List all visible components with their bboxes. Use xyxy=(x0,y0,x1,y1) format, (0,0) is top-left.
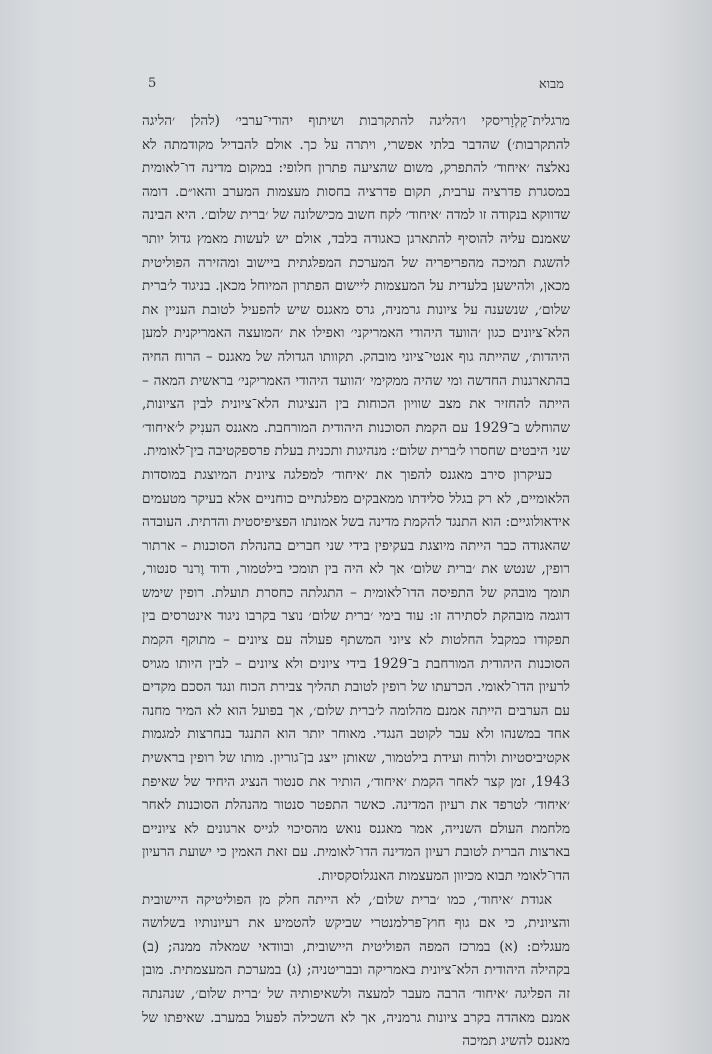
paragraph: כעיקרון סירב מאגנס להפוך את ׳איחוד׳ למפלגה ציונית המיוצגת במוסדות הלאומיים, לא רק בגלל סלידתו ממאבקים מפלגתיים כוחניים אלא בעיקר מטעמים אידאולוגיים: הוא התנגד להקמת מדינה בשל אמונתו הפציפיסטית והדתית. העובדה שהאגודה כבר הייתה מיוצגת בעקיפין בידי שני חברים בהנהלת הסוכנות – ארתור רופין, שנטש את ׳ברית שלום׳ אך לא היה בין תומכי בילטמור, ודוד וֶרנר סנטור, תומך מובהק של התפיסה הדו־לאומית – התגלתה כחסרת תועלת. רופין שימש דוגמה מובהקת לסתירה זו: עוד בימי ׳ברית שלום׳ נוצר בקרבו ניגוד אינטרסים בין תפקודו כמקבל החלטות לא ציוני המשתף פעולה עם ציונים – מתוקף הקמת הסוכנות היהודית המורחבת ב־1929 בידי ציונים ולא ציונים – לבין היותו מגויס לרעיון הדו־לאומי. הכרעתו של רופין לטובת תהליך צבירת הכוח ונגד הסכם מקדים עם הערבים הייתה אמנם מהלומה ל׳ברית שלום׳, אך בפועל הוא לא המיר מחנה אחד במשנהו ולא עבר לקוטב הנגדי. מאוחר יותר הוא התנגד בנחרצות למגמות אקטיביסטיות ולרוח ועידת בילטמור, שאותן ייצג בן־גוריון. מותו של רופין בראשית 1943, זמן קצר לאחר הקמת ׳איחוד׳, הותיר את סנטור הנציג היחיד של שאיפת ׳איחוד׳ לטרפד את רעיון המדינה. כאשר התפטר סנטור מהנהלת הסוכנות לאחר מלחמת העולם השנייה, אמר מאגנס נואש מהסיכוי לגייס ארגונים לא ציוניים בארצות הברית לטובת רעיון המדינה הדו־לאומית. עם זאת האמין כי ישועת הרעיון הדו־לאומי תבוא מכיוון המעצמות האנגלוסקסיות. xyxy=(142,466,571,884)
page-number: 5 xyxy=(148,76,157,91)
paragraph: אגודת ׳איחוד׳, כמו ׳ברית שלום׳, לא הייתה חלק מן הפוליטיקה היישובית והציונית, כי אם גוף חוץ־פרלמנטרי שביקש להטמיע את רעיונותיו בשלושה מעגלים: (א) במרכז המפה הפוליטית היישובית, ובוודאי שמאלה ממנה; (ב) בקהילה היהודית הלא־ציונית באמריקה ובבריטניה; (ג) במערכת המעצמתית. מובן זה הפליגה ׳איחוד׳ הרבה מעבר למעצה ולשאיפותיה של ׳ברית שלום׳, שנהנתה אמנם מאהדה בקרב ציונות גרמניה, אך לא השכילה לפעול במערב. שאיפתו של מאגנס להשיג תמיכה xyxy=(142,891,570,1050)
paragraph: מרגלית־קָלְוָריסקי ו׳הליגה להתקרבות ושיתוף יהודי־ערבי׳ (להלן ׳הליגה להתקרבות׳) שהדבר בלתי אפשרי, ויתרה על כך. אולם להבדיל מקודמתה לא נאלצה ׳איחוד׳ להתפרק, משום שהציעה פתרון חלופי: במקום מדינה דו־לאומית במסגרת פדרציה ערבית, תקום פדרציה בחסות מעצמות המערב והאו״ם. דומה שדווקא בנקודה זו למדה ׳איחוד׳ לקח חשוב מכישלונה של ׳ברית שלום׳. היא הבינה שאמנם עליה להוסיף להתארגן כאגודה בלבד, אולם יש לעשות מאמץ גדול יותר להשגת תמיכה מהפריפריה של המערכת המפלגתית ביישוב ומהזירה הפוליטית מכאן, ולהישען בלעדית על המעצמות ליישום הפתרון המיוחל מכאן. בניגוד ל׳ברית שלום׳, שנשענה על ציונות גרמניה, גרס מאגנס שיש להפעיל לטובת העניין את הלא־ציונים כגון ׳הוועד היהודי האמריקני׳ ואפילו את ׳המועצה האמריקנית למען היהדות׳, שהייתה גוף אנטי־ציוני מובהק. תקוותו הגדולה של מאגנס – הרוח החיה בהתארגנות החדשה ומי שהיה ממקימי ׳הוועד היהודי האמריקני׳ בראשית המאה – הייתה להחזיר את מצב שוויון הכוחות בין הנציגות הלא־ציונית לבין הציונות, שהוחלש ב־1929 עם הקמת הסוכנות היהודית המורחבת. מאגנס הענִיק ל׳איחוד׳ שני היבטים שחסרו ל׳ברית שלום׳: מנהיגות ותכנית בעלת פרספקטיבה בין־לאומית. xyxy=(142,113,570,460)
chapter-title: מבוא xyxy=(538,77,564,92)
running-header xyxy=(148,76,564,96)
body-text xyxy=(142,110,570,1054)
